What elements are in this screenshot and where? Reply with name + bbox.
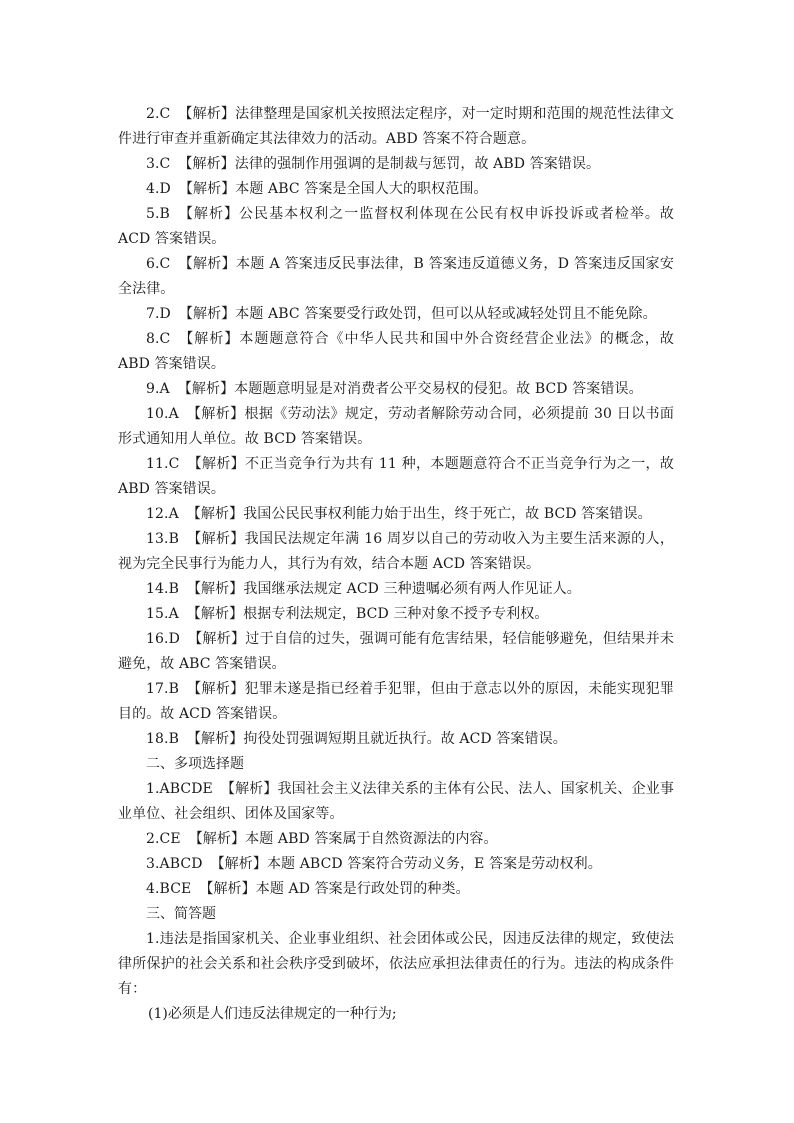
- answer-item-11: [118, 452, 674, 502]
- answer-explanation: 【解析】公民基本权利之一监督权利体现在公民有权申诉投诉或者检举。故 ACD 答案错误。: [118, 206, 674, 247]
- answer-explanation: 【解析】不正当竞争行为共有 11 种，本题题意符合不正当竞争行为之一，故 ABD 答案错误。: [118, 456, 674, 497]
- answer-item-15: [118, 602, 674, 627]
- answer-number: 16.D: [146, 631, 180, 647]
- answer-item-8: [118, 327, 674, 377]
- answer-number: 13.B: [146, 531, 179, 547]
- answer-explanation: 【解析】本题 ABC 答案要受行政处罚，但可以从轻或减轻处罚且不能免除。: [178, 306, 657, 322]
- multi-answer-item-2: [118, 827, 674, 852]
- answer-number: 9.A: [146, 381, 170, 397]
- section-heading-multi-choice: 二、多项选择题: [146, 756, 244, 772]
- answer-explanation: 【解析】本题题意符合《中华人民共和国中外合资经营企业法》的概念，故 ABD 答案错误。: [118, 331, 674, 372]
- answer-number: 17.B: [146, 681, 179, 697]
- answer-explanation: 【解析】我国公民民事权利能力始于出生，终于死亡，故 BCD 答案错误。: [186, 506, 652, 522]
- answer-item-10: [118, 402, 674, 452]
- short-answer-paragraph: 1.违法是指国家机关、企业事业组织、社会团体或公民，因违反法律的规定，致使法律所保护的社会关系和社会秩序受到破坏，依法应承担法律责任的行为。违法的构成条件有：: [118, 931, 674, 997]
- answer-item-16: [118, 627, 674, 677]
- multi-choice-answers: [118, 777, 674, 902]
- answer-explanation: 【解析】本题 ABD 答案属于自然资源法的内容。: [188, 831, 498, 847]
- answer-explanation: 【解析】犯罪未遂是指已经着手犯罪，但由于意志以外的原因，未能实现犯罪目的。故 ACD 答案错误。: [118, 681, 674, 722]
- answer-explanation: 【解析】法律的强制作用强调的是制裁与惩罚，故 ABD 答案错误。: [178, 156, 601, 172]
- answer-item-7: [118, 302, 674, 327]
- answer-number: 4.BCE: [146, 881, 192, 897]
- answer-number: 6.C: [146, 256, 171, 272]
- answer-explanation: 【解析】本题 ABC 答案是全国人大的职权范围。: [178, 181, 488, 197]
- answer-item-18: [118, 727, 674, 752]
- answer-number: 15.A: [146, 606, 179, 622]
- answer-number: 8.C: [146, 331, 171, 347]
- answer-item-3: [118, 152, 674, 177]
- answer-explanation: 【解析】根据《劳动法》规定，劳动者解除劳动合同，必须提前 30 日以书面形式通知用人单位。故 BCD 答案错误。: [118, 406, 674, 447]
- answer-number: 14.B: [146, 581, 179, 597]
- answer-number: 18.B: [146, 731, 179, 747]
- answer-item-12: [118, 502, 674, 527]
- short-answer-item-1: (1)必须是人们违反法律规定的一种行为;: [148, 1006, 397, 1022]
- multi-answer-item-4: [118, 877, 674, 902]
- answer-explanation: 【解析】本题 A 答案违反民事法律，B 答案违反道德义务，D 答案违反国家安全法律。: [118, 256, 674, 297]
- answer-number: 12.A: [146, 506, 179, 522]
- answer-number: 10.A: [146, 406, 179, 422]
- answer-number: 4.D: [146, 181, 171, 197]
- answer-number: 5.B: [146, 206, 170, 222]
- answer-explanation: 【解析】法律整理是国家机关按照法定程序，对一定时期和范围的规范性法律文件进行审查并重新确定其法律效力的活动。ABD 答案不符合题意。: [118, 106, 674, 147]
- answer-explanation: 【解析】我国社会主义法律关系的主体有公民、法人、国家机关、企业事业单位、社会组织、团体及国家等。: [118, 781, 674, 822]
- single-choice-answers: [118, 102, 674, 752]
- section-heading-short-answer: 三、简答题: [146, 906, 216, 922]
- answer-explanation: 【解析】我国继承法规定 ACD 三种遗嘱必须有两人作见证人。: [186, 581, 581, 597]
- answer-item-4: [118, 177, 674, 202]
- answer-number: 2.CE: [146, 831, 181, 847]
- answer-explanation: 【解析】拘役处罚强调短期且就近执行。故 ACD 答案错误。: [186, 731, 567, 747]
- answer-explanation: 【解析】本题题意明显是对消费者公平交易权的侵犯。故 BCD 答案错误。: [177, 381, 643, 397]
- answer-explanation: 【解析】本题 AD 答案是行政处罚的种类。: [199, 881, 470, 897]
- multi-answer-item-3: [118, 852, 674, 877]
- answer-item-14: [118, 577, 674, 602]
- answer-item-17: [118, 677, 674, 727]
- answer-number: 3.C: [146, 156, 171, 172]
- multi-answer-item-1: [118, 777, 674, 827]
- answer-item-6: [118, 252, 674, 302]
- answer-item-2: [118, 102, 674, 152]
- answer-number: 1.ABCDE: [146, 781, 213, 797]
- answer-number: 7.D: [146, 306, 171, 322]
- answer-explanation: 【解析】本题 ABCD 答案符合劳动义务，E 答案是劳动权利。: [210, 856, 602, 872]
- answer-number: 11.C: [146, 456, 180, 472]
- answer-item-5: [118, 202, 674, 252]
- answer-item-9: [118, 377, 674, 402]
- answer-number: 2.C: [146, 106, 171, 122]
- answer-explanation: 【解析】我国民法规定年满 16 周岁以自己的劳动收入为主要生活来源的人，视为完全民事行为能力人，其行为有效，结合本题 ACD 答案错误。: [118, 531, 674, 572]
- document-page: [118, 102, 674, 1027]
- answer-number: 3.ABCD: [146, 856, 203, 872]
- answer-explanation: 【解析】过于自信的过失，强调可能有危害结果，轻信能够避免，但结果并未避免，故 ABC 答案错误。: [118, 631, 674, 672]
- answer-explanation: 【解析】根据专利法规定，BCD 三种对象不授予专利权。: [186, 606, 549, 622]
- answer-item-13: [118, 527, 674, 577]
